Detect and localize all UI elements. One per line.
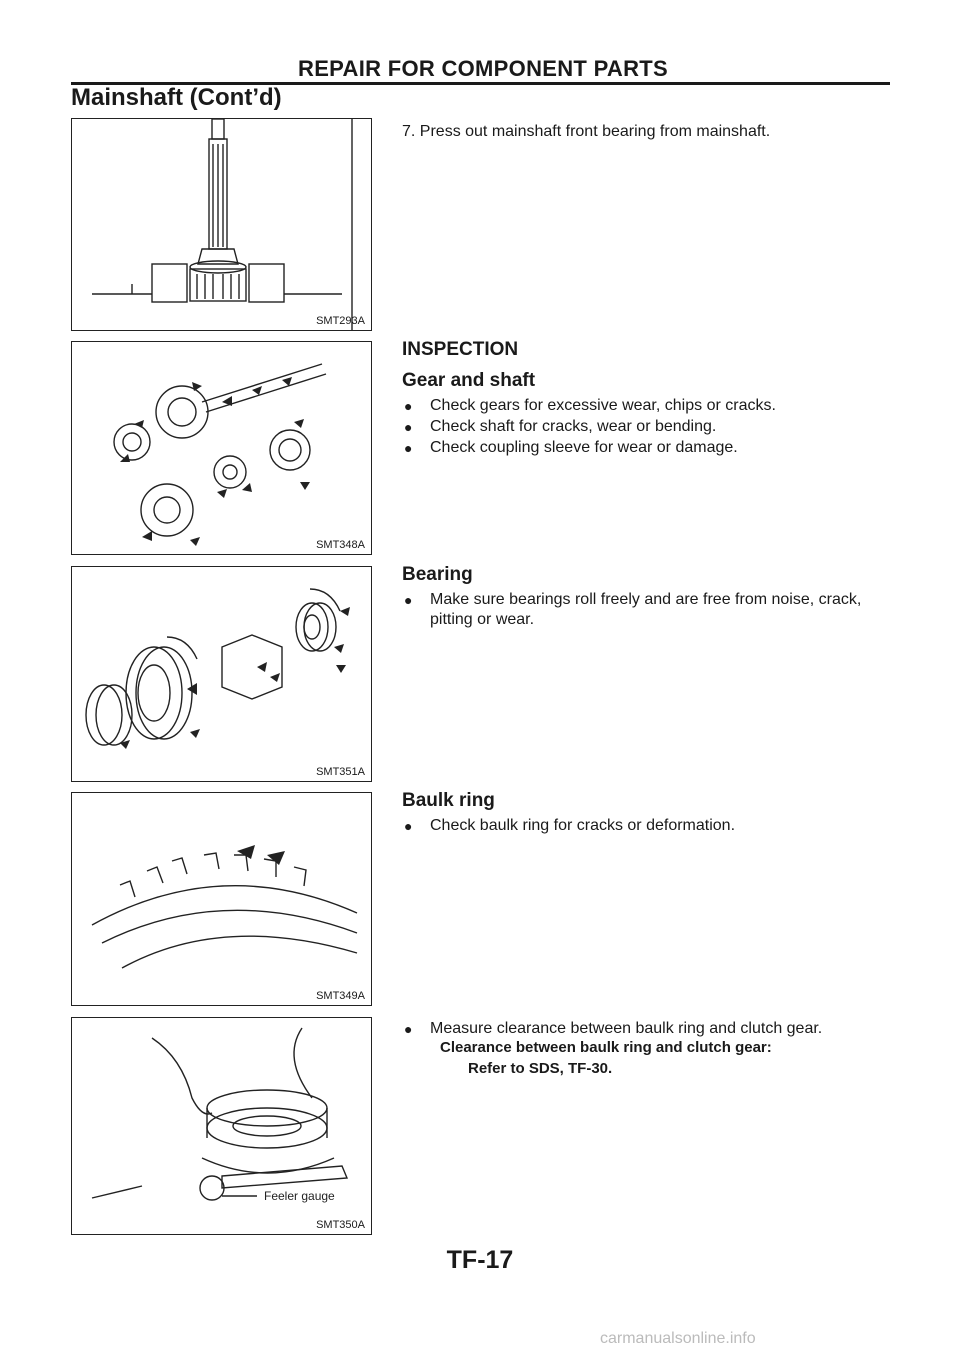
step-7-text: 7. Press out mainshaft front bearing from mainshaft. [402,123,771,140]
figure-code: SMT349A [316,990,365,1002]
watermark: carmanualsonline.info [600,1330,756,1347]
spec-label: Clearance between baulk ring and clutch gear: [440,1039,772,1056]
figure-feeler-gauge [71,1017,372,1235]
bullet-icon: ● [404,419,413,435]
bullet-icon: ● [404,1021,413,1037]
figure-gears-shaft [71,341,372,555]
figure-code: SMT350A [316,1219,365,1231]
gear-item-3: ● Check coupling sleeve for wear or damage. [404,439,738,456]
figure-code: SMT348A [316,539,365,551]
mainshaft-press-illustration [72,119,371,330]
feeler-gauge-label: Feeler gauge [264,1189,335,1203]
gear-shaft-heading: Gear and shaft [402,370,536,391]
figure-mainshaft-press [71,118,372,331]
bullet-icon: ● [404,818,413,834]
gear-item-1: ● Check gears for excessive wear, chips or cracks. [404,397,776,414]
page-number: TF-17 [446,1246,514,1274]
feeler-gauge-illustration [72,1018,371,1234]
gears-shaft-illustration [72,342,371,554]
section-subtitle: Mainshaft (Cont’d) [71,84,282,111]
figure-baulk-ring [71,792,372,1006]
section-title: REPAIR FOR COMPONENT PARTS [298,56,668,81]
measure-item: ● Measure clearance between baulk ring and clutch gear. [404,1020,823,1037]
bullet-icon: ● [404,592,413,608]
figure-code: SMT293A [316,315,365,327]
bearings-illustration [72,567,371,781]
figure-code: SMT351A [316,766,365,778]
spec-value: Refer to SDS, TF-30. [468,1060,613,1077]
bullet-icon: ● [404,398,413,414]
figure-bearings [71,566,372,782]
baulk-ring-heading: Baulk ring [402,790,495,811]
inspection-heading: INSPECTION [402,339,519,360]
baulk-item-1: ● Check baulk ring for cracks or deformation. [404,817,736,834]
baulk-ring-illustration [72,793,371,1005]
bullet-icon: ● [404,440,413,456]
bearing-item-1: ● Make sure bearings roll freely and are free from noise, crack, pitting or wear. [404,591,862,628]
bearing-heading: Bearing [402,564,473,585]
gear-item-2: ● Check shaft for cracks, wear or bending. [404,418,717,435]
